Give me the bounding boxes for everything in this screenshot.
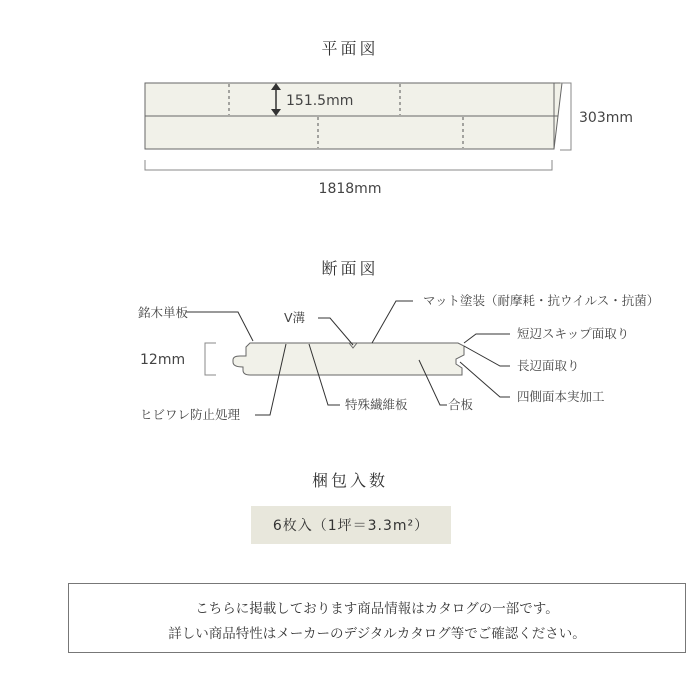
section-board <box>233 343 464 375</box>
length-bracket <box>145 160 552 170</box>
thickness-label: 12mm <box>140 352 186 368</box>
length-label: 1818mm <box>318 181 382 197</box>
section-view-title: 断面図 <box>321 259 379 278</box>
plan-view-title: 平面図 <box>321 39 379 58</box>
label-veneer: 銘木単板 <box>138 305 189 320</box>
packing-quantity-box <box>251 506 451 544</box>
width-label: 303mm <box>579 110 633 126</box>
label-long-edge: 長辺面取り <box>517 358 580 373</box>
label-anti-crack: ヒビワレ防止処理 <box>140 407 241 422</box>
leader-v-groove <box>318 318 353 345</box>
label-coating: マット塗装（耐摩耗・抗ウイルス・抗菌） <box>423 293 660 308</box>
plan-board-bottom <box>145 116 554 149</box>
leader-tongue <box>460 362 510 397</box>
catalog-note <box>68 583 686 653</box>
label-v-groove: V溝 <box>284 310 306 325</box>
note-line-2: 詳しい商品特性はメーカーのデジタルカタログ等でご確認ください。 <box>168 626 586 642</box>
thickness-bracket <box>205 343 216 375</box>
label-plywood: 合板 <box>448 397 474 412</box>
width-bracket <box>560 83 571 150</box>
packing-quantity: 6枚入（1坪＝3.3m²） <box>272 518 430 534</box>
section-view <box>138 293 659 422</box>
leader-veneer <box>186 312 253 341</box>
note-line-1: こちらに掲載しております商品情報はカタログの一部です。 <box>195 601 559 617</box>
half-width-label: 151.5mm <box>286 93 354 109</box>
leader-long-edge <box>464 346 510 366</box>
label-tongue: 四側面本実加工 <box>517 389 605 404</box>
packing-title: 梱包入数 <box>311 471 388 490</box>
leader-coating <box>372 301 413 343</box>
label-short-edge: 短辺スキップ面取り <box>517 326 630 341</box>
plan-view <box>145 83 633 197</box>
leader-short-edge <box>464 334 510 343</box>
label-fiber-board: 特殊繊維板 <box>345 397 408 412</box>
